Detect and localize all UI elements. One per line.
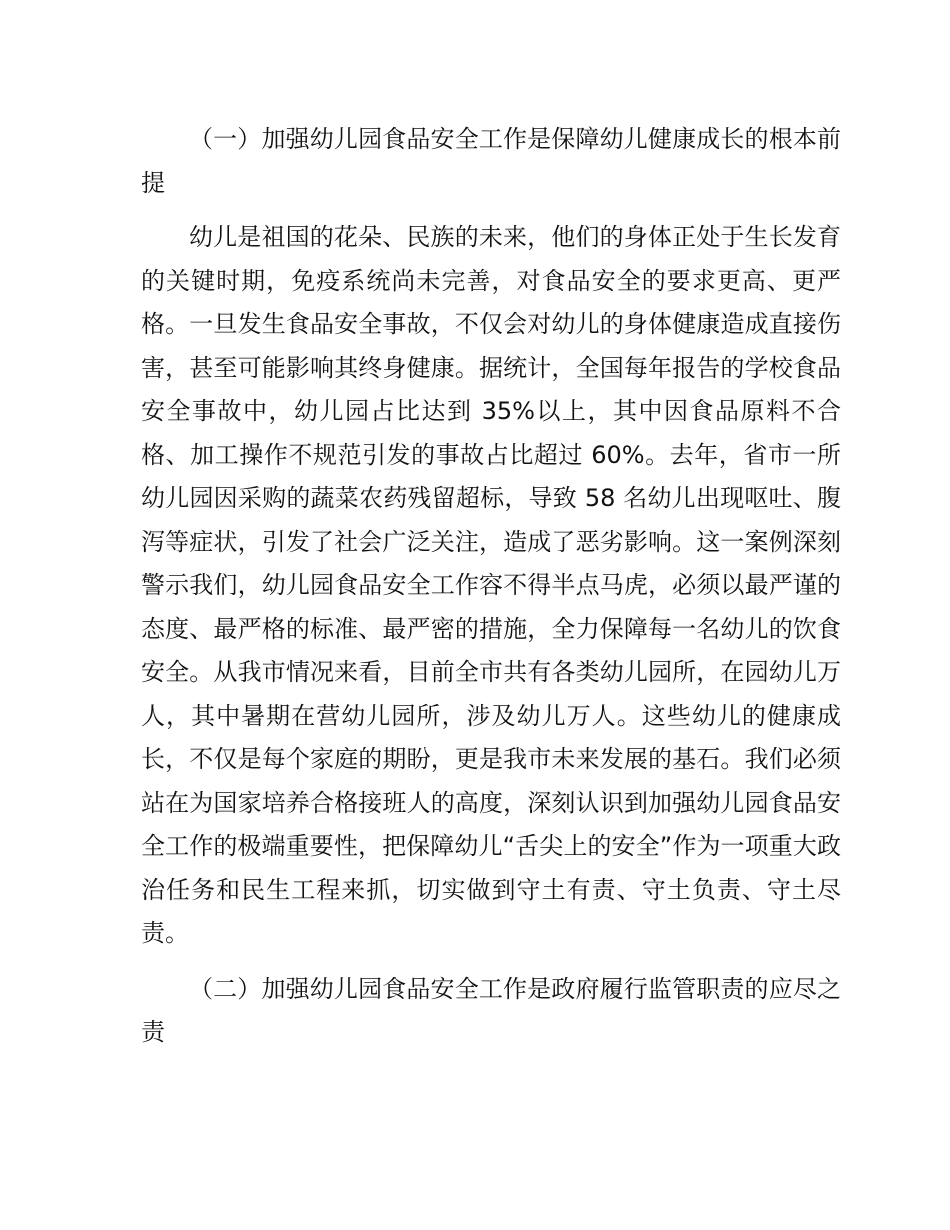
section-heading-1: （一）加强幼儿园食品安全工作是保障幼儿健康成长的根本前提 [141,125,841,197]
section-paragraph-1: 幼儿是祖国的花朵、民族的未来，他们的身体正处于生长发育的关键时期，免疫系统尚未完善，对食品安全的要求更高、更严格。一旦发生食品安全事故，不仅会对幼儿的身体健康造成直接伤害，甚至可能影响其终身健康。据统计，全国每年报告的学校食品安全事故中，幼儿园占比达到 35%以上，其中因食品原料不合格、加工操作不规范引发的事故占比超过 60%。去年，省市一所幼儿园因采购的蔬菜农药残留超标，导致 58 名幼儿出现呕吐、腹泻等症状，引发了社会广泛关注，造成了恶劣影响。这一案例深刻警示我们，幼儿园食品安全工作容不得半点马虎，必须以最严谨的态度、最严格的标准、最严密的措施，全力保障每一名幼儿的饮食安全。从我市情况来看，目前全市共有各类幼儿园所，在园幼儿万人，其中暑期在营幼儿园所，涉及幼儿万人。这些幼儿的健康成长，不仅是每个家庭的期盼，更是我市未来发展的基石。我们必须站在为国家培养合格接班人的高度，深刻认识到加强幼儿园食品安全工作的极端重要性，把保障幼儿“舌尖上的安全”作为一项重大政治任务和民生工程来抓，切实做到守土有责、守土负责、守土尽责。 [141,223,841,947]
document-body [141,118,841,1055]
section-heading-2: （二）加强幼儿园食品安全工作是政府履行监管职责的应尽之责 [141,974,841,1046]
